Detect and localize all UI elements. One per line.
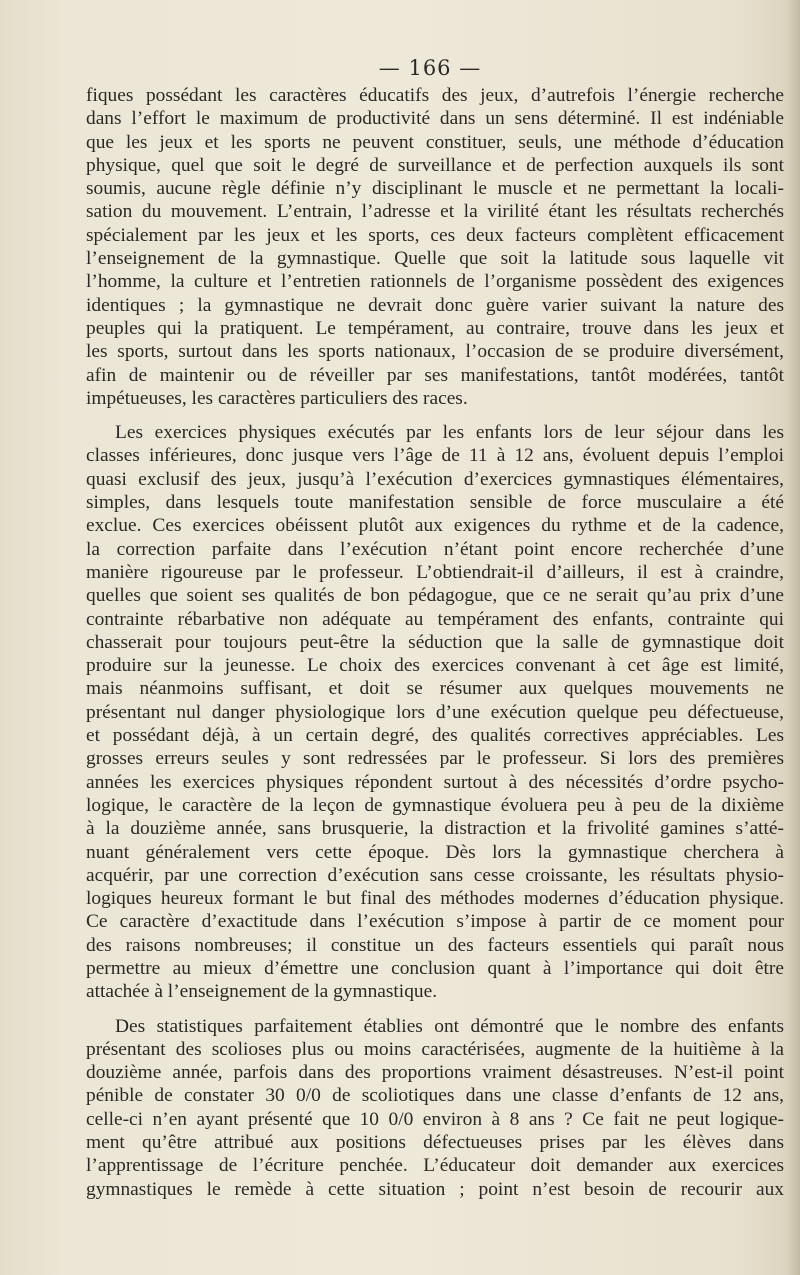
text-line: sation du mouvement. L’entrain, l’adresse et la virilité étant les résultats recherchés [86, 201, 784, 223]
text-line: et possédant déjà, à un certain degré, des qualités correctives appréciables. Les [86, 725, 784, 747]
text-line: permettre au mieux d’émettre une conclusion quant à l’importance qui doit être [86, 957, 784, 979]
text-line: logique, le caractère de la leçon de gymnastique évoluera peu à peu de la dixième [86, 794, 784, 816]
text-line: à la douzième année, sans brusquerie, la distraction et la frivolité gamines s’atté- [86, 818, 784, 840]
text-line: Des statistiques parfaitement établies ont démontré que le nombre des enfants [115, 1015, 784, 1037]
text-line: exclue. Ces exercices obéissent plutôt aux exigences du rythme et de la cadence, [86, 515, 784, 537]
text-line: peuples qui la pratiquent. Le tempérament, au contraire, trouve dans les jeux et [86, 317, 784, 339]
text-line: fiques possédant les caractères éducatifs des jeux, d’autrefois l’énergie recherche [86, 85, 784, 106]
text-line: dans l’effort le maximum de productivité dans un sens déterminé. Il est indéniable [86, 108, 784, 130]
text-line: Les exercices physiques exécutés par les enfants lors de leur séjour dans les [115, 422, 784, 444]
text-line: la correction parfaite dans l’exécution n’étant point encore recherchée d’une [86, 538, 784, 560]
text-line: l’homme, la culture et l’entretien rationnels de l’organisme possèdent des exigences [86, 271, 784, 293]
text-line: présentant des scolioses plus ou moins caractérisées, augmente de la huitième à la [86, 1038, 784, 1060]
paragraph-3 [86, 1015, 784, 1201]
text-line: celle-ci n’en ayant présenté que 10 0/0 environ à 8 ans ? Ce fait ne peut logique- [86, 1108, 784, 1130]
paragraph-gap [86, 1004, 784, 1015]
text-line: l’apprentissage de l’écriture penchée. L’éducateur doit demander aux exercices [86, 1155, 784, 1177]
text-line: mais néanmoins suffisant, et doit se résumer aux quelques mouvements ne [86, 678, 784, 700]
text-line: classes inférieures, donc jusque vers l’âge de 11 à 12 ans, évoluent depuis l’emploi [86, 445, 784, 467]
text-line: l’enseignement de la gymnastique. Quelle que soit la latitude sous laquelle vit [86, 248, 784, 270]
text-line: douzième année, parfois dans des proportions vraiment désastreuses. N’est-il point [86, 1062, 784, 1084]
text-line: quasi exclusif des jeux, jusqu’à l’exécution d’exercices gymnastiques élémentaires, [86, 468, 784, 490]
text-line: Ce caractère d’exactitude dans l’exécution s’impose à partir de ce moment pour [86, 911, 784, 933]
text-line: nuant généralement vers cette époque. Dès lors la gymnastique cherchera à [86, 841, 784, 863]
text-line: acquérir, par une correction d’exécution sans cesse croissante, les résultats physio- [86, 864, 784, 886]
paragraph-2 [86, 421, 784, 1003]
text-line: impétueuses, les caractères particuliers des races. [86, 387, 468, 409]
text-line: simples, dans lesquels toute manifestation sensible de force musculaire a été [86, 492, 784, 514]
text-line: des raisons nombreuses; il constitue un des facteurs essentiels qui paraît nous [86, 934, 784, 956]
text-line: que les jeux et les sports ne peuvent constituer, seuls, une méthode d’éducation [86, 131, 784, 153]
text-line: identiques ; la gymnastique ne devrait donc guère varier suivant la nature des [86, 294, 784, 316]
text-line: ment qu’être attribué aux positions défectueuses prises par les élèves dans [86, 1132, 784, 1154]
paragraph-1 [86, 84, 784, 410]
page-number: — 166 — [378, 56, 482, 80]
text-line: produire sur la jeunesse. Le choix des exercices convenant à cet âge est limité, [86, 655, 784, 677]
text-line: manière rigoureuse par le professeur. L’obtiendrait-il d’ailleurs, il est à craindre, [86, 561, 784, 583]
text-line: soumis, aucune règle définie n’y disciplinant le muscle et ne permettant la locali- [86, 178, 784, 200]
text-line: contrainte rébarbative non adéquate au tempérament des enfants, contrainte qui [86, 608, 784, 630]
text-line: spécialement par les jeux et les sports, ces deux facteurs complètent efficacement [86, 224, 784, 246]
page-binding-shadow [786, 0, 800, 1275]
text-line: présentant nul danger physiologique lors d’une exécution quelque peu défectueuse, [86, 701, 784, 723]
text-line: logiques heureux formant le but final des méthodes modernes d’éducation physique. [86, 888, 784, 910]
body-text [86, 84, 784, 1201]
text-line: chasserait pour toujours peut-être la séduction que la salle de gymnastique doit [86, 631, 784, 653]
text-line: gymnastiques le remède à cette situation ; point n’est besoin de recourir aux [86, 1178, 784, 1200]
text-line: années les exercices physiques répondent surtout à des nécessités d’ordre psycho- [86, 771, 784, 793]
paragraph-gap [86, 410, 784, 421]
text-line: afin de maintenir ou de réveiller par ses manifestations, tantôt modérées, tantôt [86, 364, 784, 386]
text-line: attachée à l’enseignement de la gymnastique. [86, 981, 438, 1003]
text-line: physique, quel que soit le degré de surveillance et de perfection auxquels ils sont [86, 154, 784, 176]
text-line: les sports, surtout dans les sports nationaux, l’occasion de se produire diversément, [86, 341, 784, 363]
text-line: grosses erreurs seules y sont redressées par le professeur. Si lors des premières [86, 748, 784, 770]
text-line: pénible de constater 30 0/0 de scoliotiques dans une classe d’enfants de 12 ans, [86, 1085, 784, 1107]
text-line: quelles que soient ses qualités de bon pédagogue, que ce ne serait qu’au prix d’une [86, 585, 784, 607]
